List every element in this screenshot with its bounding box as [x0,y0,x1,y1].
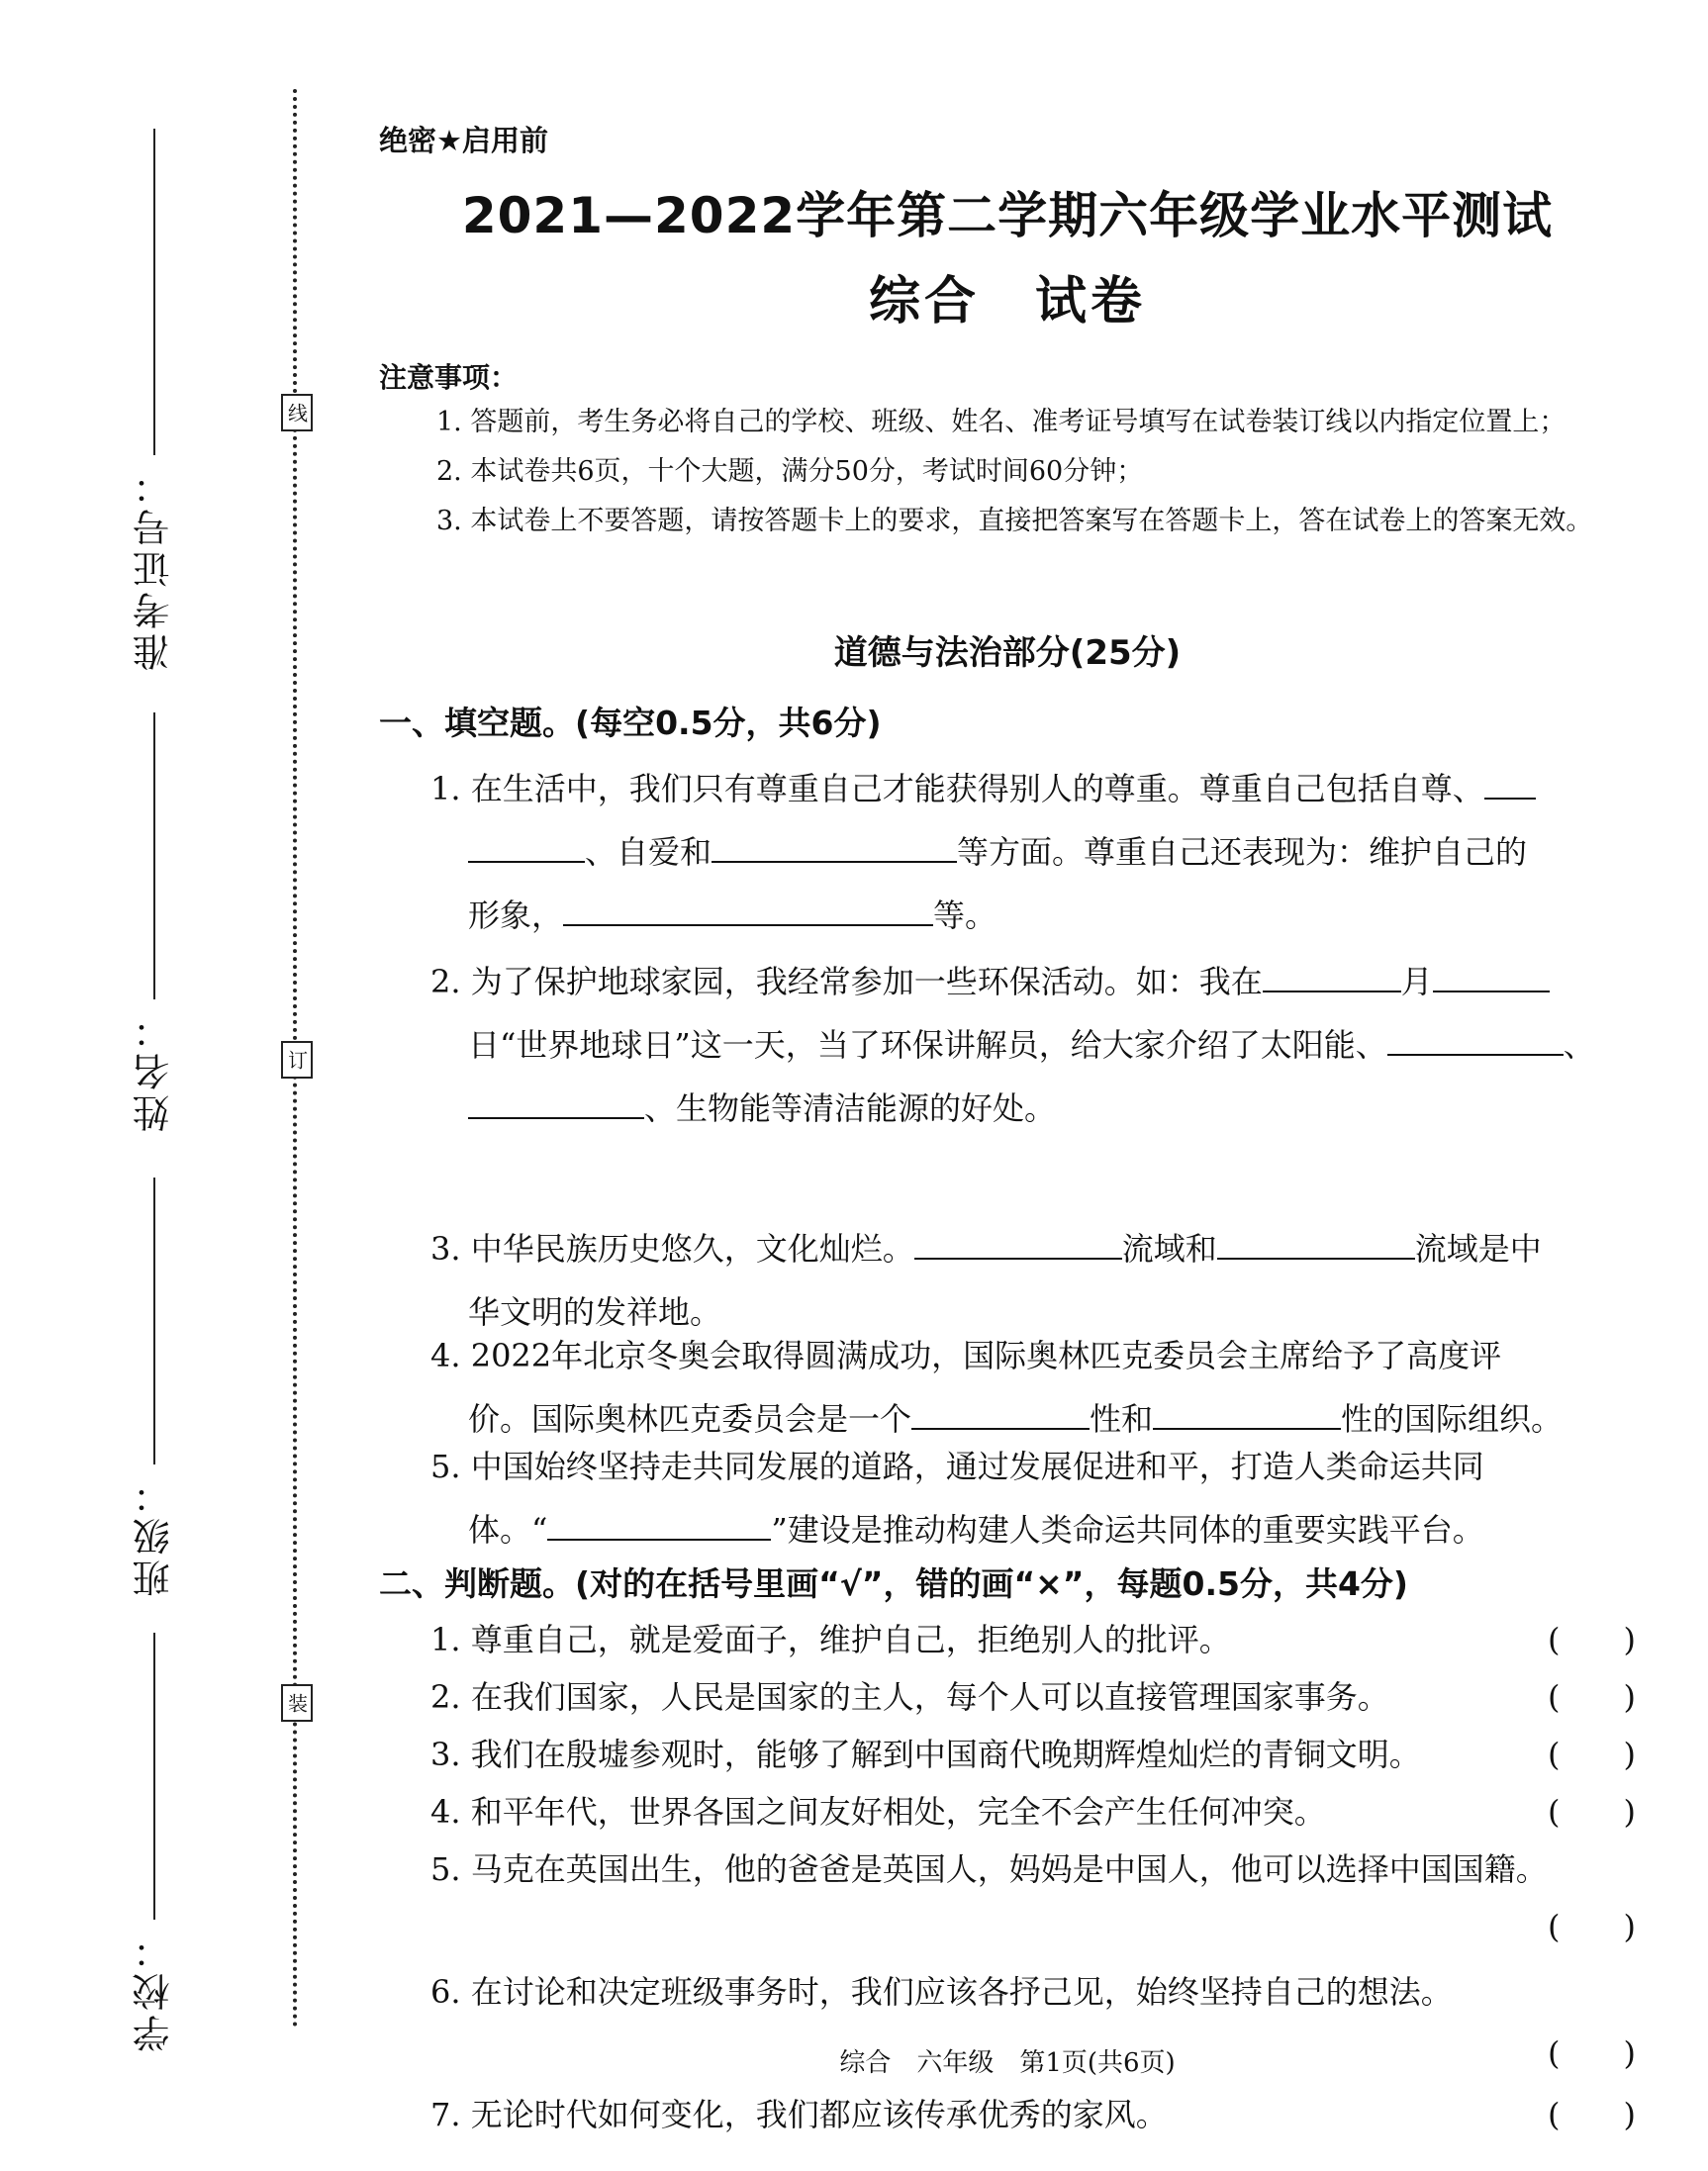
fill-question-2: 2. 为了保护地球家园，我经常参加一些环保活动。如：我在 月 日“世界地球日”这一天，当了环保讲解员，给大家介绍了太阳能、 、 、生物能等清洁能源的好处。 [430,950,1636,1140]
binding-mark-bind: 装 [281,1684,313,1722]
answer-blank[interactable] [914,1222,1122,1260]
answer-blank[interactable] [1263,955,1401,992]
answer-parentheses[interactable]: ( ) [1548,1793,1636,1831]
part-title: 道德与法治部分(25分) [833,633,1182,673]
notice-item: 2. 本试卷共6页，十个大题，满分50分，考试时间60分钟； [436,456,1144,487]
answer-parentheses[interactable]: ( ) [1548,2096,1636,2133]
answer-parentheses[interactable]: ( ) [1548,1908,1636,1945]
answer-blank[interactable] [468,1082,644,1119]
fill-question-5: 5. 中国始终坚持走共同发展的道路，通过发展促进和平，打造人类命运共同 体。“ ”建设是推动构建人类命运共同体的重要实践平台。 [430,1448,1484,1549]
notice-item: 1. 答题前，考生务必将自己的学校、班级、姓名、准考证号填写在试卷装订线以内指定位置上； [436,407,1566,437]
fill-question-1: 1. 在生活中，我们只有尊重自己才能获得别人的尊重。尊重自己包括自尊、 、自爱和 等方面。尊重自己还表现为：维护自己的 形象， 等。 [430,757,1636,947]
section-heading-true-false: 二、判断题。(对的在括号里画“√”，错的画“×”，每题0.5分，共4分) [379,1564,1408,1603]
section-heading-fill-blank: 一、填空题。(每空0.5分，共6分) [379,704,882,742]
judge-question-7: 7. 无论时代如何变化，我们都应该传承优秀的家风。 [430,2096,1168,2133]
answer-blank[interactable] [468,825,585,863]
answer-blank[interactable] [1484,762,1536,800]
answer-blank[interactable] [1217,1222,1415,1260]
judge-question-3: 3. 我们在殷墟参观时，能够了解到中国商代晚期辉煌灿烂的青铜文明。 [430,1736,1421,1773]
class-line [153,1178,155,1464]
exam-id-field[interactable] [129,129,180,671]
judge-question-6: 6. 在讨论和决定班级事务时，我们应该各抒己见，始终坚持自己的想法。 [430,1973,1453,2011]
name-line [153,712,155,999]
class-label: 班级： [134,1472,176,1597]
binding-mark-order: 订 [281,1041,313,1079]
answer-blank[interactable] [547,1503,771,1541]
exam-subtitle: 综合 试卷 [868,272,1146,331]
name-label: 姓名： [134,1007,176,1132]
fill-question-4: 4. 2022年北京冬奥会取得圆满成功，国际奥林匹克委员会主席给予了高度评 价。国际奥林匹克委员会是一个 性和 性的国际组织。 [430,1337,1564,1438]
exam-title: 2021—2022学年第二学期六年级学业水平测试 [461,187,1554,244]
notice-item: 3. 本试卷上不要答题，请按答题卡上的要求，直接把答案写在答题卡上，答在试卷上的答案无效。 [436,506,1593,536]
judge-question-1: 1. 尊重自己，就是爱面子，维护自己，拒绝别人的批评。 [430,1621,1231,1658]
school-line [153,1633,155,1920]
answer-parentheses[interactable]: ( ) [1548,2034,1636,2072]
page-footer: 综合 六年级 第1页(共6页) [839,2048,1176,2078]
answer-blank[interactable] [563,889,933,926]
answer-blank[interactable] [1153,1392,1341,1430]
judge-question-2: 2. 在我们国家，人民是国家的主人，每个人可以直接管理国家事务。 [430,1678,1389,1716]
answer-parentheses[interactable]: ( ) [1548,1736,1636,1773]
answer-blank[interactable] [712,825,957,863]
answer-blank[interactable] [911,1392,1090,1430]
answer-parentheses[interactable]: ( ) [1548,1678,1636,1716]
answer-blank[interactable] [1387,1018,1564,1056]
exam-id-line [153,129,155,455]
name-field[interactable] [129,712,180,1132]
judge-question-4: 4. 和平年代，世界各国之间友好相处，完全不会产生任何冲突。 [430,1793,1326,1831]
exam-id-label: 准考证号： [134,463,176,671]
judge-question-5: 5. 马克在英国出生，他的爸爸是英国人，妈妈是中国人，他可以选择中国国籍。 [430,1850,1548,1888]
binding-mark-line: 线 [281,394,313,431]
notice-heading: 注意事项： [379,361,519,394]
answer-blank[interactable] [1433,955,1550,992]
school-field[interactable] [129,1633,180,2052]
fill-question-3: 3. 中华民族历史悠久，文化灿烂。 流域和 流域是中 华文明的发祥地。 [430,1217,1636,1344]
answer-parentheses[interactable]: ( ) [1548,1621,1636,1658]
school-label: 学校： [134,1928,176,2052]
class-field[interactable] [129,1178,180,1597]
secret-label: 绝密★启用前 [379,124,548,157]
